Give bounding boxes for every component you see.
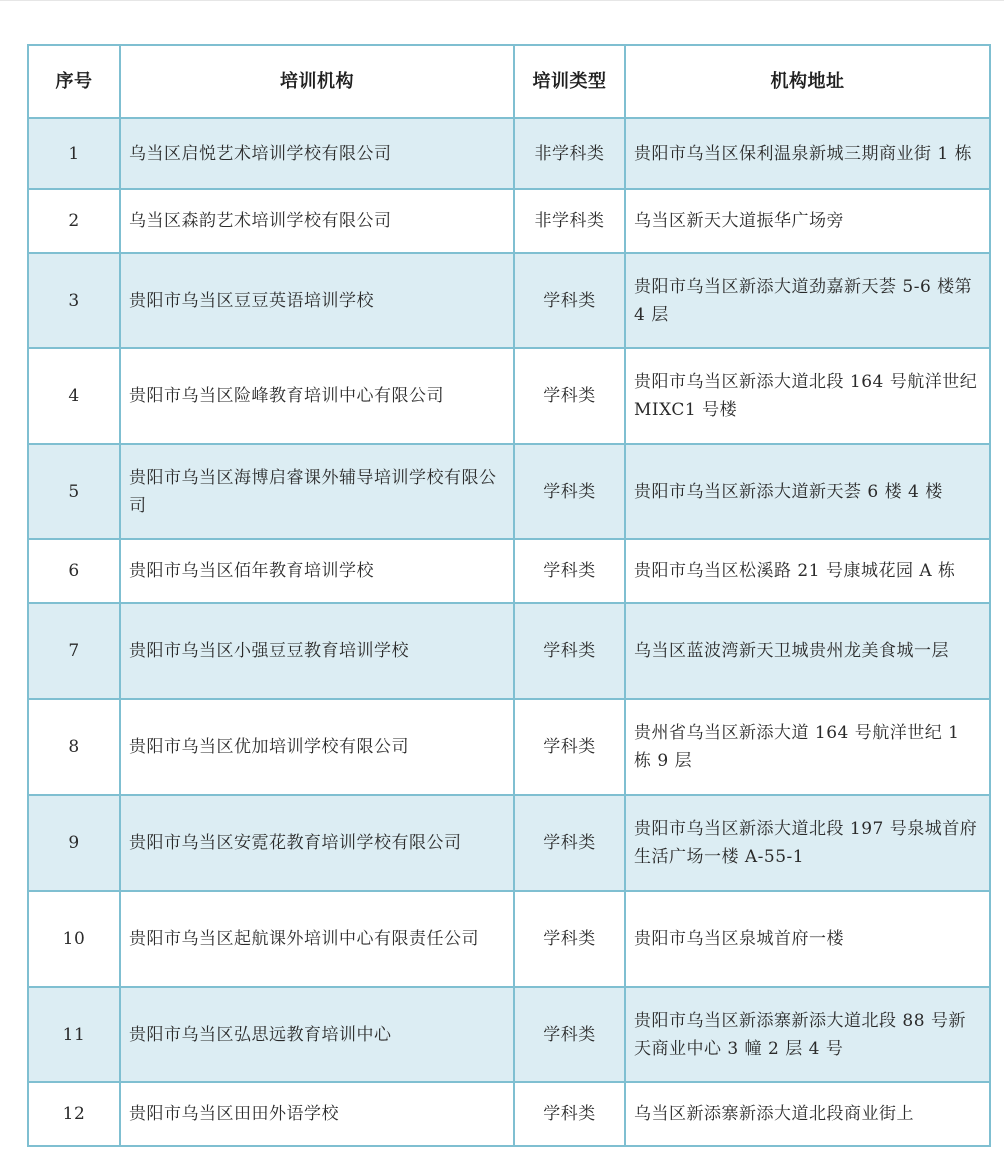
table-row (28, 699, 990, 795)
row-number: 9 (28, 795, 120, 891)
table-row (28, 189, 990, 253)
table-row (28, 795, 990, 891)
row-address: 贵阳市乌当区保利温泉新城三期商业街 1 栋 (625, 118, 990, 189)
table-row (28, 348, 990, 444)
row-address: 贵阳市乌当区新添大道新天荟 6 楼 4 楼 (625, 444, 990, 539)
header-no: 序号 (28, 45, 120, 118)
row-training-type: 学科类 (514, 603, 625, 699)
row-number: 8 (28, 699, 120, 795)
row-number: 1 (28, 118, 120, 189)
row-training-type: 学科类 (514, 253, 625, 348)
row-number: 2 (28, 189, 120, 253)
row-number: 10 (28, 891, 120, 987)
page-top-divider (0, 0, 1004, 1)
header-addr: 机构地址 (625, 45, 990, 118)
row-institution: 贵阳市乌当区豆豆英语培训学校 (120, 253, 514, 348)
row-number: 7 (28, 603, 120, 699)
row-institution: 乌当区启悦艺术培训学校有限公司 (120, 118, 514, 189)
row-institution: 贵阳市乌当区起航课外培训中心有限责任公司 (120, 891, 514, 987)
row-institution: 贵阳市乌当区弘思远教育培训中心 (120, 987, 514, 1082)
row-address: 贵阳市乌当区泉城首府一楼 (625, 891, 990, 987)
row-address: 贵阳市乌当区松溪路 21 号康城花园 A 栋 (625, 539, 990, 603)
table-row (28, 603, 990, 699)
table-row (28, 891, 990, 987)
table-row (28, 444, 990, 539)
row-training-type: 学科类 (514, 1082, 625, 1146)
row-institution: 贵阳市乌当区优加培训学校有限公司 (120, 699, 514, 795)
row-institution: 贵阳市乌当区小强豆豆教育培训学校 (120, 603, 514, 699)
row-address: 贵阳市乌当区新添大道北段 164 号航洋世纪 MIXC1 号楼 (625, 348, 990, 444)
row-institution: 贵阳市乌当区海博启睿课外辅导培训学校有限公司 (120, 444, 514, 539)
page-bottom-edge (0, 1160, 1004, 1170)
row-address: 贵阳市乌当区新添寨新添大道北段 88 号新天商业中心 3 幢 2 层 4 号 (625, 987, 990, 1082)
row-institution: 贵阳市乌当区安霓花教育培训学校有限公司 (120, 795, 514, 891)
row-training-type: 非学科类 (514, 118, 625, 189)
row-address: 乌当区新天大道振华广场旁 (625, 189, 990, 253)
row-address: 贵阳市乌当区新添大道北段 197 号泉城首府生活广场一楼 A-55-1 (625, 795, 990, 891)
table-body (28, 118, 990, 1146)
table-row (28, 1082, 990, 1146)
row-address: 乌当区蓝波湾新天卫城贵州龙美食城一层 (625, 603, 990, 699)
table-row (28, 539, 990, 603)
row-training-type: 学科类 (514, 795, 625, 891)
header-org: 培训机构 (120, 45, 514, 118)
row-number: 12 (28, 1082, 120, 1146)
row-number: 6 (28, 539, 120, 603)
row-address: 贵州省乌当区新添大道 164 号航洋世纪 1 栋 9 层 (625, 699, 990, 795)
table-row (28, 118, 990, 189)
row-training-type: 学科类 (514, 987, 625, 1082)
row-institution: 贵阳市乌当区险峰教育培训中心有限公司 (120, 348, 514, 444)
row-training-type: 非学科类 (514, 189, 625, 253)
row-training-type: 学科类 (514, 444, 625, 539)
row-institution: 贵阳市乌当区佰年教育培训学校 (120, 539, 514, 603)
row-training-type: 学科类 (514, 348, 625, 444)
row-address: 乌当区新添寨新添大道北段商业街上 (625, 1082, 990, 1146)
row-training-type: 学科类 (514, 699, 625, 795)
header-type: 培训类型 (514, 45, 625, 118)
row-institution: 贵阳市乌当区田田外语学校 (120, 1082, 514, 1146)
table-header-row (28, 45, 990, 118)
row-number: 3 (28, 253, 120, 348)
table-row (28, 253, 990, 348)
row-address: 贵阳市乌当区新添大道劲嘉新天荟 5-6 楼第 4 层 (625, 253, 990, 348)
row-institution: 乌当区森韵艺术培训学校有限公司 (120, 189, 514, 253)
table-row (28, 987, 990, 1082)
row-number: 11 (28, 987, 120, 1082)
row-training-type: 学科类 (514, 891, 625, 987)
row-number: 4 (28, 348, 120, 444)
row-number: 5 (28, 444, 120, 539)
training-institutions-table (27, 44, 991, 1147)
row-training-type: 学科类 (514, 539, 625, 603)
